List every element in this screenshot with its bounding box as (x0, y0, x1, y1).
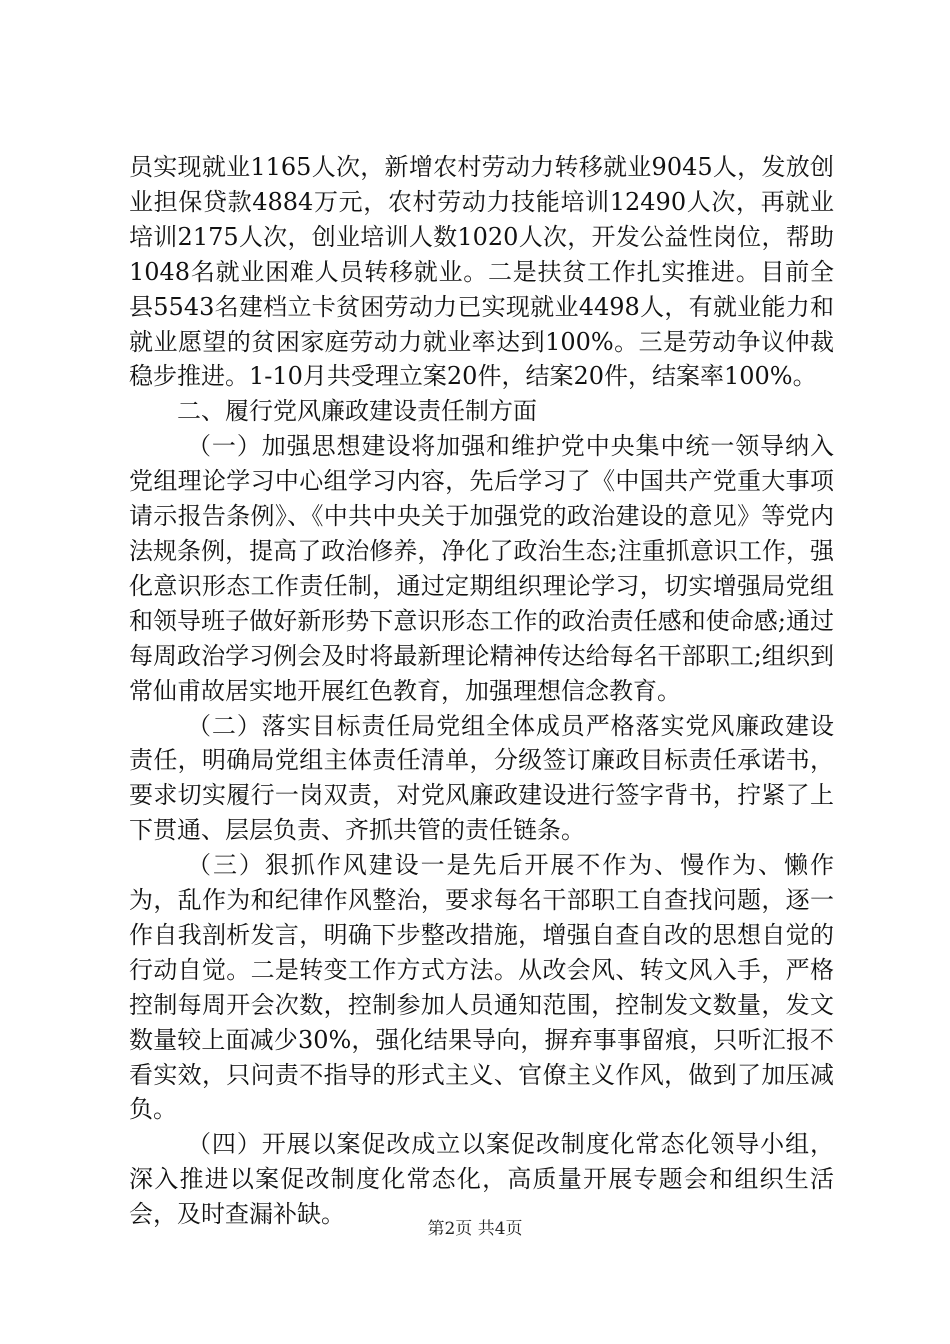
section-heading-party-conduct: 二、履行党风廉政建设责任制方面 (177, 397, 537, 426)
document-body (129, 150, 834, 1232)
paragraph-target-responsibility: （二）落实目标责任局党组全体成员严格落实党风廉政建设责任，明确局党组主体责任清单，分级签订廉政目标责任承诺书，要求切实履行一岗双责，对党风廉政建设进行签字背书，拧紧了上下贯通、层层负责、齐抓共管的责任链条。 (129, 711, 834, 845)
paragraph-ideological-building: （一）加强思想建设将加强和维护党中央集中统一领导纳入党组理论学习中心组学习内容，先后学习了《中国共产党重大事项请示报告条例》、《中共中央关于加强党的政治建设的意见》等党内法规条例，提高了政治修养，净化了政治生态;注重抓意识工作，强化意识形态工作责任制，通过定期组织理论学习，切实增强局党组和领导班子做好新形势下意识形态工作的政治责任感和使命感;通过每周政治学习例会及时将最新理论精神传达给每名干部职工;组织到常仙甫故居实地开展红色教育，加强理想信念教育。 (129, 432, 834, 705)
paragraph-work-style: （三）狠抓作风建设一是先后开展不作为、慢作为、懒作为，乱作为和纪律作风整治，要求每名干部职工自查找问题，逐一作自我剖析发言，明确下步整改措施，增强自查自改的思想自觉的行动自觉。二是转变工作方式方法。从改会风、转文风入手，严格控制每周开会次数，控制参加人员通知范围，控制发文数量，发文数量较上面减少30%，强化结果导向，摒弃事事留痕，只听汇报不看实效，只问责不指导的形式主义、官僚主义作风，做到了加压减负。 (129, 851, 834, 1124)
paragraph-employment-results: 员实现就业1165人次，新增农村劳动力转移就业9045人，发放创业担保贷款4884万元，农村劳动力技能培训12490人次，再就业培训2175人次，创业培训人数1020人次，开发公益性岗位，帮助1048名就业困难人员转移就业。二是扶贫工作扎实推进。目前全县5543名建档立卡贫困劳动力已实现就业4498人，有就业能力和就业愿望的贫困家庭劳动力就业率达到100%。三是劳动争议仲裁稳步推进。1-10月共受理立案20件，结案20件，结案率100%。 (129, 153, 834, 391)
paragraph-case-reform: （四）开展以案促改成立以案促改制度化常态化领导小组，深入推进以案促改制度化常态化，高质量开展专题会和组织生活会，及时查漏补缺。 (129, 1130, 834, 1229)
page-number-footer: 第2页 共4页 (427, 1219, 523, 1239)
